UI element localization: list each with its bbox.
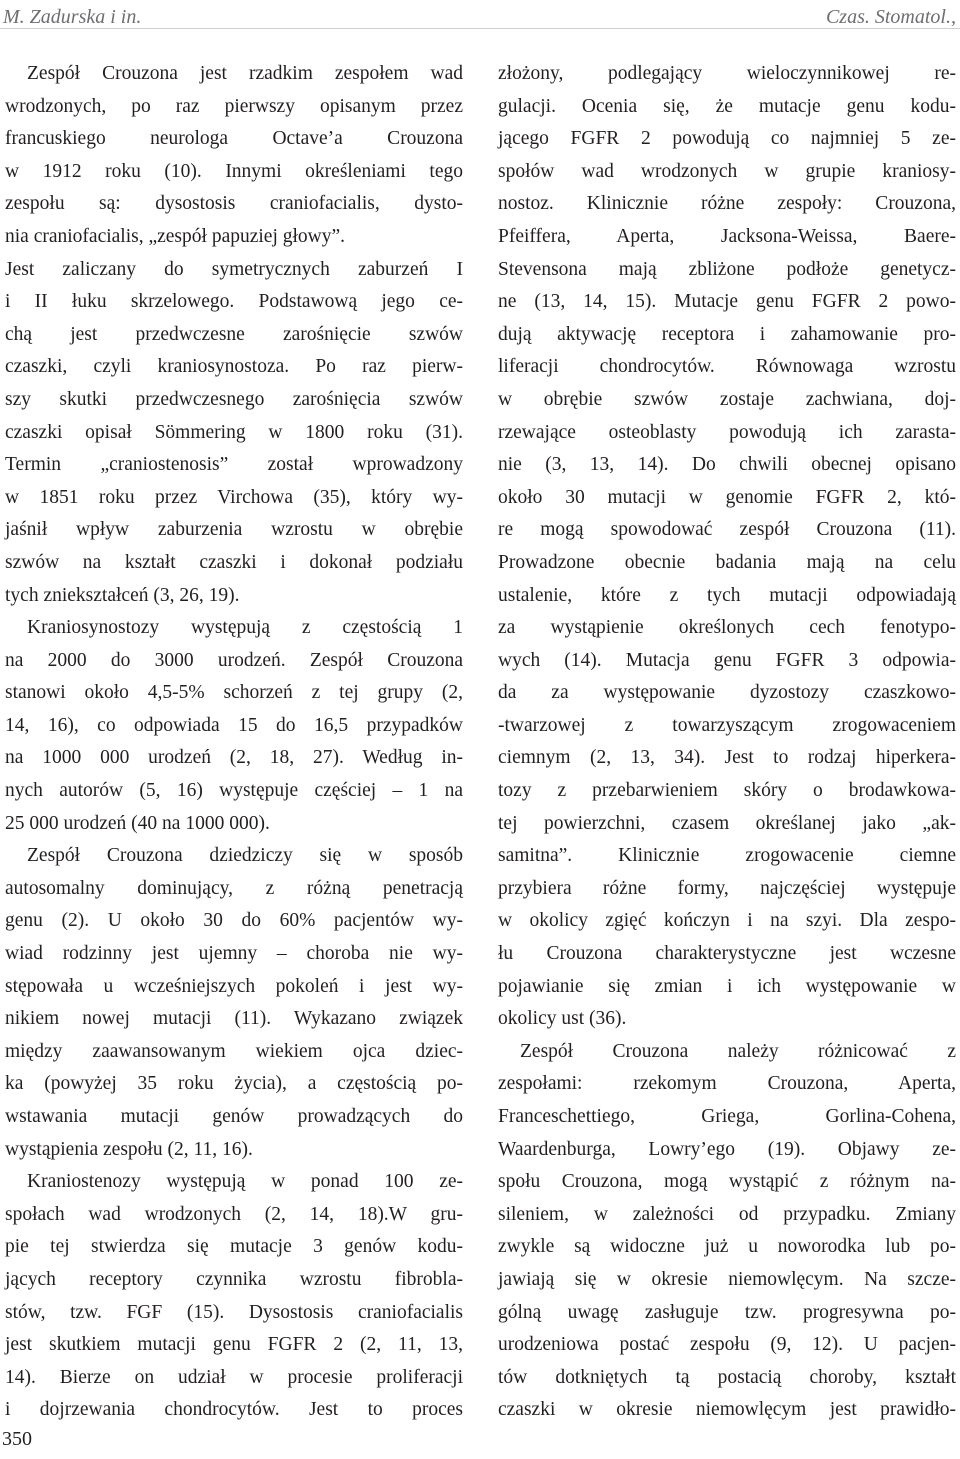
text-line: pojawianie się zmian i ich występowanie w [498,975,956,997]
text-column-left [5,58,463,1427]
text-line: okolicy ust (36). [498,1008,627,1030]
text-line: szy skutki przedwczesnego zarośnięcia szwów [5,388,463,410]
text-line: Pfeiffera, Aperta, Jacksona-Weissa, Baere- [498,225,956,247]
text-line: Stevensona mają zbliżone podłoże genetycz- [498,258,956,280]
page-number: 350 [2,1428,32,1450]
text-line: zespołu są: dysostosis craniofacialis, dysto- [5,193,463,215]
text-line: -twarzowej z towarzyszącym zrogowaceniem [498,714,956,736]
text-line: tów dotkniętych tą postacią choroby, kształt [498,1366,956,1388]
text-line: nia craniofacialis, „zespół papuziej głowy”. [5,225,346,247]
text-line: wiad rodzinny jest ujemny – choroba nie wy- [5,943,463,965]
text-line: stów, tzw. FGF (15). Dysostosis craniofacialis [5,1301,463,1323]
text-line: i II łuku skrzelowego. Podstawową jego ce- [5,291,463,313]
text-line: francuskiego neurologa Octave’a Crouzona [5,128,463,150]
text-line: na 2000 do 3000 urodzeń. Zespół Crouzona [5,649,463,671]
text-line: jaśnił wpływ zaburzenia wzrostu w obrębie [5,519,463,541]
text-line: Franceschettiego, Griega, Gorlina-Cohena, [498,1106,956,1127]
text-line: wstawania mutacji genów prowadzących do [5,1106,463,1127]
text-line: na 1000 000 urodzeń (2, 18, 27). Według in- [5,747,463,769]
text-line: Prowadzone obecnie badania mają na celu [498,551,956,573]
text-line: ustalenie, które z tych mutacji odpowiadają [498,584,956,606]
text-line: Jest zaliczany do symetrycznych zaburzeń I [5,258,463,280]
text-line: pie tej stwierdza się mutacje 3 genów kodu- [5,1236,463,1258]
text-line: społów wad wrodzonych w grupie kraniosy- [498,160,956,182]
text-line: nie (3, 13, 14). Do chwili obecnej opisano [498,454,956,476]
text-line: łu Crouzona charakterystyczne jest wczesne [498,943,956,965]
text-line: liferacji chondrocytów. Równowaga wzrostu [498,356,956,378]
text-line: ka (powyżej 35 roku życia), a częstością po- [5,1073,463,1095]
text-line: stanowi około 4,5-5% schorzeń z tej grupy (2, [5,682,463,704]
text-line: wystąpienia zespołu (2, 11, 16). [5,1138,253,1160]
header-journal: Czas. Stomatol., [825,6,956,28]
text-line: chą jest przedwczesne zarośnięcie szwów [5,323,463,345]
text-line: Kraniosynostozy występują z częstością 1 [27,617,463,639]
text-line: sileniem, w zależności od przypadku. Zmiany [498,1203,956,1225]
text-line: przybiera różne formy, najczęściej występuje [498,877,956,899]
text-line: Zespół Crouzona należy różnicować z [520,1040,956,1062]
text-line: ciemnym (2, 13, 34). Jest to rodzaj hiperkera- [498,747,956,769]
text-line: czaszki w okresie niemowlęcym jest prawidło- [498,1399,956,1421]
text-line: genu (2). U około 30 do 60% pacjentów wy- [5,910,463,932]
text-line: gólną uwagę zasługuje tzw. progresywna po- [498,1301,956,1323]
text-line: złożony, podlegający wieloczynnikowej re- [498,63,956,84]
running-header [0,4,960,29]
text-line: jących receptory czynnika wzrostu fibrobla- [5,1268,463,1290]
text-line: za wystąpienie określonych cech fenotypo- [498,617,956,639]
text-line: w 1912 roku (10). Innymi określeniami tego [5,160,463,182]
text-line: Zespół Crouzona jest rzadkim zespołem wad [27,63,463,84]
text-line: tozy z przebarwieniem skóry o brodawkowa- [498,780,956,802]
text-line: 14, 16), co odpowiada 15 do 16,5 przypadków [5,714,463,736]
text-line: 14). Bierze on udział w procesie proliferacji [5,1366,463,1388]
text-line: stępowała u wcześniejszych pokoleń i jest wy- [5,975,463,997]
text-line: Zespół Crouzona dziedziczy się w sposób [27,845,463,867]
text-line: nych autorów (5, 16) występuje częściej – 1 na [5,780,463,802]
text-line: Termin „craniostenosis” został wprowadzony [5,454,463,476]
text-line: społach wad wrodzonych (2, 14, 18).W gru- [5,1203,463,1225]
text-line: w 1851 roku przez Virchowa (35), który wy- [5,486,463,508]
text-line: czaszki opisał Sömmering w 1800 roku (31). [5,421,463,443]
text-line: da za występowanie dyzostozy czaszkowo- [498,682,956,704]
text-line: rzewające osteoblasty powodują ich zarasta- [498,421,956,443]
text-line: czaszki, czyli kraniosynostoza. Po raz pierw- [5,356,463,378]
text-line: szwów na kształt czaszki i dokonał podziału [5,551,463,573]
text-line: tych zniekształceń (3, 26, 19). [5,584,240,606]
text-line: jest skutkiem mutacji genu FGFR 2 (2, 11, 13, [5,1334,463,1356]
text-line: gulacji. Ocenia się, że mutacje genu kodu- [498,95,956,117]
text-line: re mogą spowodować zespół Crouzona (11). [498,519,956,541]
text-line: ne (13, 14, 15). Mutacje genu FGFR 2 powo- [498,291,956,313]
text-line: tej powierzchni, czasem określanej jako „ak- [498,812,956,834]
text-line: wych (14). Mutacja genu FGFR 3 odpowia- [498,649,956,671]
text-line: zespołami: rzekomym Crouzona, Aperta, [498,1073,956,1095]
text-line: między zaawansowanym wiekiem ojca dziec- [5,1040,463,1062]
text-line: 25 000 urodzeń (40 na 1000 000). [5,812,270,834]
text-line: samitna”. Klinicznie zrogowacenie ciemne [498,845,956,867]
text-line: wrodzonych, po raz pierwszy opisanym przez [5,95,463,117]
text-line: jącego FGFR 2 powodują co najmniej 5 ze- [498,128,956,150]
text-line: dują aktywację receptora i zahamowanie pro- [498,323,956,345]
text-line: nikiem nowej mutacji (11). Wykazano związek [5,1008,463,1030]
text-line: Waardenburga, Lowry’ego (19). Objawy ze- [498,1138,956,1160]
text-line: i dojrzewania chondrocytów. Jest to proces [5,1399,463,1421]
text-line: w obrębie szwów zostaje zachwiana, doj- [498,388,956,410]
text-line: zwykle są widoczne już u noworodka lub po- [498,1236,956,1258]
text-line: społu Crouzona, mogą wystąpić z różnym na- [498,1171,956,1193]
text-column-right [498,58,956,1427]
text-line: Kraniostenozy występują w ponad 100 ze- [27,1171,463,1193]
text-line: autosomalny dominujący, z różną penetracją [5,877,463,899]
text-line: w okolicy zgięć kończyn i na szyi. Dla zespo- [498,910,956,932]
text-line: nostoz. Klinicznie różne zespoły: Crouzona, [498,193,956,215]
text-line: urodzeniowa postać zespołu (9, 12). U pacjen- [498,1334,956,1356]
header-authors: M. Zadurska i in. [3,6,142,28]
text-line: jawiają się w okresie niemowlęcym. Na szcze- [498,1268,956,1290]
text-line: około 30 mutacji w genomie FGFR 2, któ- [498,486,956,508]
